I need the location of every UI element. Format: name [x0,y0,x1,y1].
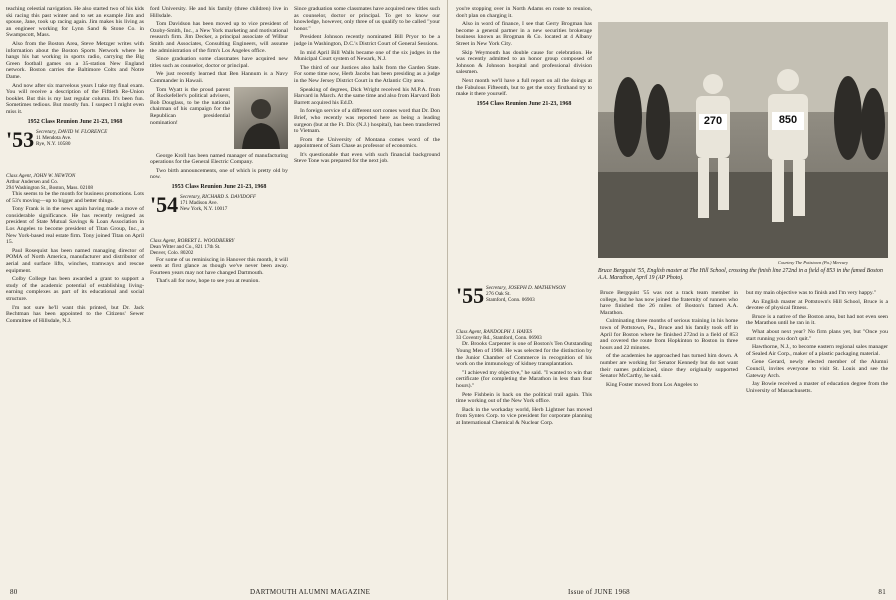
paragraph: Tony Frank is in the news again having made a move of considerable significance. He has recently resigned as president of State Mutual Savings & Loan Association in Los Angeles to become president of Titan Group, Inc., a New York-based real estate firm. Tony joined Titan on April 15. [6,206,144,246]
running-footer: DARTMOUTH ALUMNI MAGAZINE [250,588,371,596]
class-officers [486,285,592,304]
paragraph: Also from the Boston Area, Steve Metzger writes with information about the Boston Sports Network where he hangs his hat working in sports radio, carrying the Big Green football games on a 35-station New England network. Boston carries the Baltimore Colts and Notre Dame. [6,40,144,80]
page-number: 81 [878,588,886,596]
paragraph: Two birth announcements, one of which is pretty old by now. [150,167,288,181]
secretary-address: 11 Mendota Ave. [36,134,72,141]
paragraph: Culminating three months of serious training in his home town of Pottstown, Pa., Bruce and his family took off in April for Boston where he finished 272nd in a field of 853 and covered the route from Hopkinton to Boston in three hours and 22 minutes. [600,318,738,351]
paragraph: "I achieved my objective," he said. "I wanted to win that certificate (for completing the Marathon in less than four hours)." [456,369,592,389]
portrait-wrap [150,87,288,151]
agent-name: Class Agent, JOHN W. NEWTON [6,172,76,179]
person-icon [234,87,288,149]
right-page [448,0,896,600]
reunion-heading: 1952 Class Reunion June 21-23, 1968 [27,118,123,125]
paragraph: King Foster moved from Los Angeles to [606,381,698,388]
secretary-name: Secretary, RICHARD S. DAVIDOFF [180,193,257,200]
paragraph: The third of our Justices also hails from the Garden State. For some time now, Herb Jacobs has been presiding as a judge in the New Jersey District Court in the Atlantic City area. [294,64,440,84]
class-officers [180,194,288,213]
paragraph: Skip Weymouth has double cause for celebration. He was recently admitted to an honor group composed of Johnson & Johnson hospital and professional division salesmen. [456,49,592,76]
marathon-photo [598,22,888,258]
secretary-name: Secretary, DAVID W. FLORENCE [36,128,108,135]
secretary-name: Secretary, JOSEPH D. MATHEWSON [486,285,566,291]
paragraph: but my main objective was to finish and I'm very happy." [746,290,877,296]
paragraph: Colby College has been awarded a grant to support a study of the academic potential of establishing living-earning complexes as part of its educational and social structure. [6,276,144,303]
paragraph: Hawthorne, N.J., to become eastern regional sales manager of Sealed Air Corp., maker of a plastic packaging material. [746,344,888,357]
class-agent [6,173,144,192]
paragraph: For some of us reminiscing in Hanover this month, it will seem at first glance as though we've never been away. Fourteen years may not have changed Dartmouth. [150,256,288,276]
paragraph: Gene Gerard, newly elected member of the Alumni Council, invites everyone to visit St. Louis and see the Gateway Arch. [746,359,888,379]
secretary-address: 171 Madison Ave. [180,200,218,207]
runners-illustration [598,22,888,258]
paragraph: Since graduation some classmates have acquired new titles such as counselor, doctor or principal. To get to know our knowledge, however, only three of us qualify to be called "your honor." [294,6,440,32]
secretary-address: 276 Oak St. [486,291,511,298]
reunion-heading: 1953 Class Reunion June 21-23, 1968 [171,183,267,190]
right-column-2 [600,290,738,390]
paragraph: It's questionable that even with such financial background Steve Tone was prepared for the next job. [294,151,440,165]
paragraph: And now after six marvelous years I take my final exam. You will receive a description of the Fiftieth Re-Union booklet. But this is my last regular column. It's been fun. Sometimes tedious. But mostly fun. I suspect I might even miss it. [6,82,144,115]
paragraph: Also in word of finance, I see that Gerry Brogman has become a general partner in a new securities brokerage business known as Brogman & Co. located at 4 Albany Street in New York City. [456,21,592,47]
paragraph: Since graduation some classmates have acquired new titles such as counselor, doctor or principal. [150,56,288,69]
class-year: '55 [456,283,485,308]
right-column-3 [746,290,888,396]
paragraph: Back in the workaday world, Herb Lightner has moved from Syntex Corp. to vice president for corporate planning at International Chemical & Nuclear Corp. [456,406,592,426]
class-1955-block [456,285,592,325]
agent-address: Denver, Colo. 80202 [150,250,194,257]
paragraph: What about next year? No firm plans yet, but "Once you start running you don't quit." [746,328,888,342]
paragraph: Next month we'll have a full report on all the doings at the Fabulous Fifteenth, but to get the story firsthand try to make it there yourself. [456,77,592,98]
paragraph: In mid April Bill Walls became one of the six judges in the Municipal Court system of Newark, N.J. [294,49,440,63]
paragraph: An English master at Pottstown's Hill School, Bruce is a devotee of physical fitness. [746,298,888,312]
agent-name: Class Agent, RANDOLPH J. HAYES [456,329,532,335]
paragraph: you're stopping over in North Adams en route to reunion, don't plan on charging it. [456,6,592,19]
paragraph: Dr. Brooks Carpenter is one of Boston's Ten Outstanding Young Men of 1968. He was selected for the distinction by the Junior Chamber of Commerce in recognition of his work on the immunology of kidney transplantation. [456,341,592,368]
paragraph: Speaking of degrees, Dick Wright received his M.P.A. from Harvard in March. At the same time and also from Harvard Bob Barrett acquired his Ed.D. [294,86,440,106]
paragraph: Tom Davidson has been moved up to vice president of Ozoby-Smith, Inc., a New York marketing and motivational research firm. Jim Decker, a principal associate of Wilbur Smith and Associates, Consulting Engineers, will assume the administration of the firm's Los Angeles office. [150,21,288,54]
portrait-photo [234,87,288,149]
class-agent [456,329,592,341]
paragraph: ford University. He and his family (three children) live in Hillsdale. [150,6,288,19]
paragraph: Jay Bowie received a master of education degree from the University of Massachusetts. [746,381,888,394]
right-column-1b [456,282,592,429]
class-agent [150,238,288,257]
class-year: '53 [6,126,35,152]
running-footer: Issue of JUNE 1968 [568,588,630,596]
photo-caption: Bruce Bergquist '55, English master at The Hill School, crossing the finish line 272nd in a field of 853 in the famed Boston A.A. Marathon, April 19 (AP Photo). [598,268,883,281]
agent-address: 33 Coventry Rd., Stamford, Conn. 06903 [456,335,542,342]
paragraph: Bruce is a native of the Boston area, but had not even seen the Marathon until he ran in it. [746,313,888,327]
reunion-heading: 1954 Class Reunion June 21-23, 1968 [476,100,572,107]
class-officers [36,129,144,148]
paragraph: of the academies he approached has turned him down. A number are working for Senator Kennedy but do not want their names publicized, since they originally supported Senator McCarthy, he said. [600,353,738,380]
page-number: 80 [10,588,18,596]
paragraph: Pete Fishbein is back on the political trail again. This time working out of the New York office. [456,391,592,405]
agent-address: 294 Washington St., Boston, Mass. 02108 [6,184,93,191]
paragraph: Bruce Bergquist '55 was not a track team member in college, but he has now joined the fraternity of runners who have finished the 26 miles of Boston's famed A.A. Marathon. [600,290,738,316]
left-column-2 [150,6,288,287]
class-1954-block [150,191,288,234]
paragraph: President Johnson recently nominated Bill Pryor to be a judge in Washington, D.C.'s District Court of General Sessions. [294,34,440,47]
paragraph: We just recently learned that Ben Hannum is a Navy Commander in Hawaii. [150,71,288,84]
runner-bib-number: 850 [778,114,798,126]
secretary-address: Rye, N.Y. 10580 [36,140,71,147]
secretary-address: Stamford, Conn. 06903 [486,297,535,304]
paragraph: George Kroll has been named manager of manufacturing operations for the General Electric Company. [150,152,288,166]
paragraph: I'm not sure he'll want this printed, but Dr. Jack Bechtman has been appointed to the Citizens' Sewer Committee of Hillsdale, N.J. [6,304,144,324]
paragraph: That's all for now, hope to see you at reunion. [156,278,260,285]
paragraph: Paul Rosequist has been named managing director of POMA of North America, manufacturer and distributor of aerial and surface lifts, winches, tramways and rescue equipment. [6,247,144,274]
class-year: '54 [150,191,179,217]
paragraph: Tom Wyatt is the proud parent of Rockefeller's political advisers, Bob Douglass, to be the national chairman of his campaign for the Republican presidential nomination! [150,86,230,126]
agent-address: Dean Witter and Co., 821 17th St. [150,244,221,251]
runner-bib-number: 270 [703,115,723,127]
paragraph: teaching celestial navigation. He also started two of his kids ski racing this past winter and to set an example Jim and spouse, Jane, took up racing again. Jim makes his living as an engineer working for Lynn Sand & Stone Co. in Swampscott, Mass. [6,6,144,39]
left-column-1 [6,6,144,326]
agent-address: Arthur Andersen and Co. [6,178,59,185]
photo-credit: Courtesy The Pottstown (Pa.) Mercury [778,260,848,265]
agent-name: Class Agent, ROBERT L. WOODBERRY [150,237,235,244]
secretary-address: New York, N.Y. 10017 [180,206,228,213]
paragraph: From the University of Montana comes word of the appointment of Sam Chase as professor of economics. [294,136,440,150]
right-column-1 [456,6,592,281]
paragraph: In foreign service of a different sort comes word that Dr. Don Brief, who recently was reported here as being a leading surgeon (but at the Ft. Dix (N.J.) hospital), has been transferred to Vietnam. [294,108,440,135]
paragraph: This seems to be the month for business promotions. Lots of 53's moving—up to bigger and better things. [6,191,144,204]
class-1953-block [6,126,144,169]
left-column-3 [294,6,440,167]
